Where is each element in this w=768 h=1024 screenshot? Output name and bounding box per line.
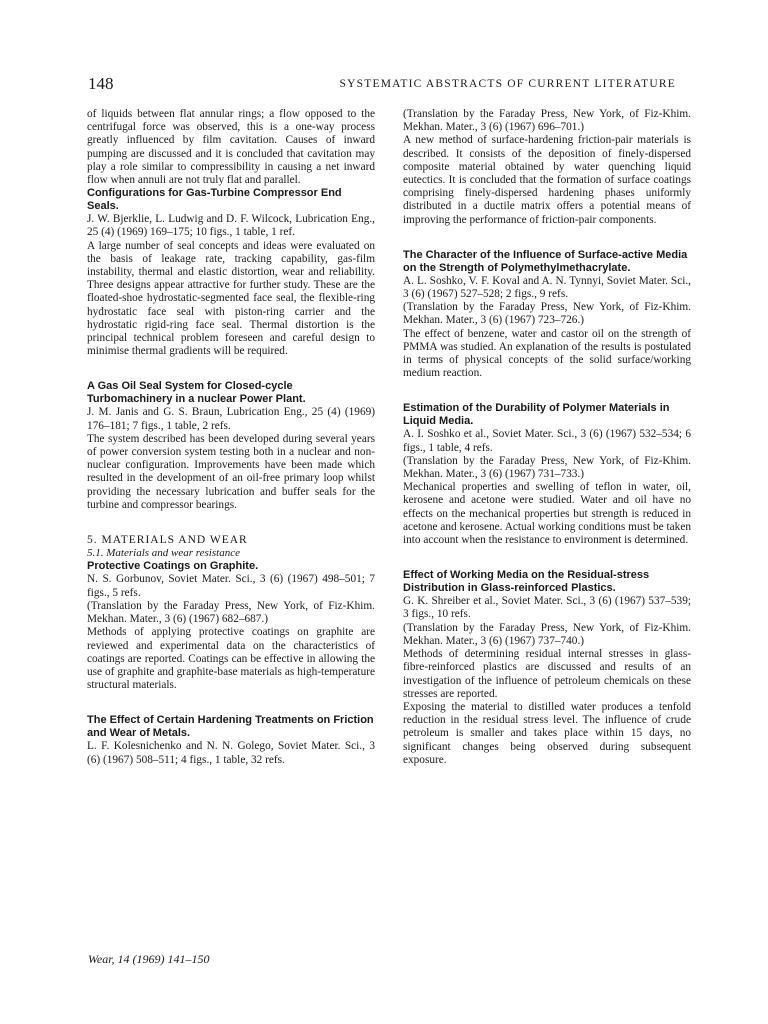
subsection-heading: 5.1. Materials and wear resistance (87, 547, 240, 560)
abstract-polymer-durability (403, 402, 691, 547)
abstract-body: The effect of benzene, water and castor oil on the strength of PMMA was studied. An explanation of the results is postulated in terms of physical concepts of the solid surface/working medium reaction. (403, 327, 691, 380)
abstract-body: A new method of surface-hardening friction-pair materials is described. It consists of the deposition of finely-dispersed composite material obtained by water quenching liquid eutectics. It is concluded that the formation of surface coatings comprising finely-dispersed hardening phases uniformly distributed in a ductile matrix offers a potential means of improving the performance of friction-pair components. (403, 134, 691, 226)
abstract-body: Methods of applying protective coatings on graphite are reviewed and experimental data on the characteristics of coatings are reported. Coatings can be effective in allowing the use of graphite and graphite-base materials as high-temperature structural materials. (87, 626, 375, 692)
abstract-citation: A. L. Soshko, V. F. Koval and A. N. Tynnyi, Soviet Mater. Sci., 3 (6) (1967) 527–528; 2 figs., 9 refs. (403, 274, 691, 301)
left-column (87, 108, 375, 789)
abstract-body: A large number of seal concepts and ideas were evaluated on the basis of leakage rate, tracking capability, gas-film instability, thermal and elastic distortion, wear and reliability. Three designs appear attractive for further study. These are the floated-shoe hydrostatic-segmented face seal, the flexible-ring hydrostatic face seal with piston-ring carrier and the hydrostatic rigid-ring face seal. Thermal distortion is the principal technical problem foreseen and careful design to minimise thermal gradients will be required. (87, 239, 375, 358)
abstract-residual-stress (403, 569, 691, 767)
abstract-body: Methods of determining residual internal stresses in glass-fibre-reinforced plastics are discussed and results of an investigation of the influence of petroleum chemicals on these stresses are reported. (403, 648, 691, 700)
abstract-citation: N. S. Gorbunov, Soviet Mater. Sci., 3 (6) (1967) 498–501; 7 figs., 5 refs. (87, 573, 375, 599)
abstract-translation: (Translation by the Faraday Press, New York, of Fiz-Khim. Mekhan. Mater., 3 (6) (1967) 682–687.) (87, 599, 375, 626)
right-column (403, 108, 691, 789)
page-number: 148 (88, 74, 114, 93)
abstract-title: Effect of Working Media on the Residual-stress Distribution in Glass-reinforced Plastics. (403, 569, 650, 595)
abstract-translation: (Translation by the Faraday Press, New York, of Fiz-Khim. Mekhan. Mater., 3 (6) (1967) 737–740.) (403, 621, 691, 647)
continuation-text: of liquids between flat annular rings; a flow opposed to the centrifugal force was observed, this is a one-way process greatly influenced by film cavitation. Causes of inward pumping are discussed and it is concluded that cavitation may play a role similar to compressibility in causing a net inward flow when annuli are not truly flat and parallel. (87, 108, 375, 187)
abstract-translation: (Translation by the Faraday Press, New York, of Fiz-Khim. Mekhan. Mater., 3 (6) (1967) 723–726.) (403, 301, 691, 327)
abstract-gas-turbine-seals (87, 187, 375, 358)
section-heading: 5. MATERIALS AND WEAR (87, 534, 248, 547)
abstract-protective-coatings (87, 560, 375, 692)
abstract-translation: (Translation by the Faraday Press, New York, of Fiz-Khim. Mekhan. Mater., 3 (6) (1967) 731–733.) (403, 454, 691, 481)
abstract-citation: J. W. Bjerklie, L. Ludwig and D. F. Wilcock, Lubrication Eng., 25 (4) (1969) 169–175; 10 figs., 1 table, 1 ref. (87, 213, 375, 239)
journal-footer: Wear, 14 (1969) 141–150 (88, 952, 210, 966)
abstract-title: Configurations for Gas-Turbine Compressor End Seals. (87, 187, 342, 213)
abstract-title: The Effect of Certain Hardening Treatments on Friction and Wear of Metals. (87, 714, 374, 740)
abstract-gas-oil-seal (87, 380, 375, 512)
abstract-citation: A. I. Soshko et al., Soviet Mater. Sci., 3 (6) (1967) 532–534; 6 figs., 1 table, 4 refs. (403, 428, 691, 454)
abstract-citation: J. M. Janis and G. S. Braun, Lubrication Eng., 25 (4) (1969) 176–181; 7 figs., 1 table, 2 refs. (87, 406, 375, 432)
abstract-surface-active-media (403, 249, 691, 381)
abstract-title: A Gas Oil Seal System for Closed-cycle Turbomachinery in a nuclear Power Plant. (87, 380, 306, 406)
abstract-citation: L. F. Kolesnichenko and N. N. Golego, Soviet Mater. Sci., 3 (6) (1967) 508–511; 4 figs., 1 table, 32 refs. (87, 740, 375, 766)
abstract-hardening-treatments (87, 714, 375, 766)
abstract-title: The Character of the Influence of Surface-active Media on the Strength of Polymethylmethacrylate. (403, 248, 688, 274)
running-head: SYSTEMATIC ABSTRACTS OF CURRENT LITERATURE (339, 78, 676, 90)
abstract-translation: (Translation by the Faraday Press, New York, of Fiz-Khim. Mekhan. Mater., 3 (6) (1967) 696–701.) (403, 108, 691, 134)
abstract-hardening-continuation (403, 108, 691, 227)
abstract-body: The system described has been developed during several years of power conversion system testing both in a nuclear and non-nuclear configuration. Improvements have been made which resulted in the development of an oil-free primary loop whilst providing the necessary lubrication and buffer seals for the turbine and compressor bearings. (87, 432, 375, 511)
abstract-body-continued: Exposing the material to distilled water produces a tenfold reduction in the residual stress level. The influence of crude petroleum is smaller and takes place within 15 days, no significant changes being observed during subsequent exposure. (403, 700, 691, 766)
abstract-title: Estimation of the Durability of Polymer Materials in Liquid Media. (403, 402, 670, 428)
abstract-body: Mechanical properties and swelling of teflon in water, oil, kerosene and acetone were studied. Water and oil have no effects on the mechanical properties but strength is reduced in acetone and kerosene. Actual working conditions must be taken into account when the resistance to environment is determined. (403, 481, 691, 547)
abstract-title: Protective Coatings on Graphite. (87, 560, 259, 573)
abstract-citation: G. K. Shreiber et al., Soviet Mater. Sci., 3 (6) (1967) 537–539; 3 figs., 10 refs. (403, 595, 691, 621)
